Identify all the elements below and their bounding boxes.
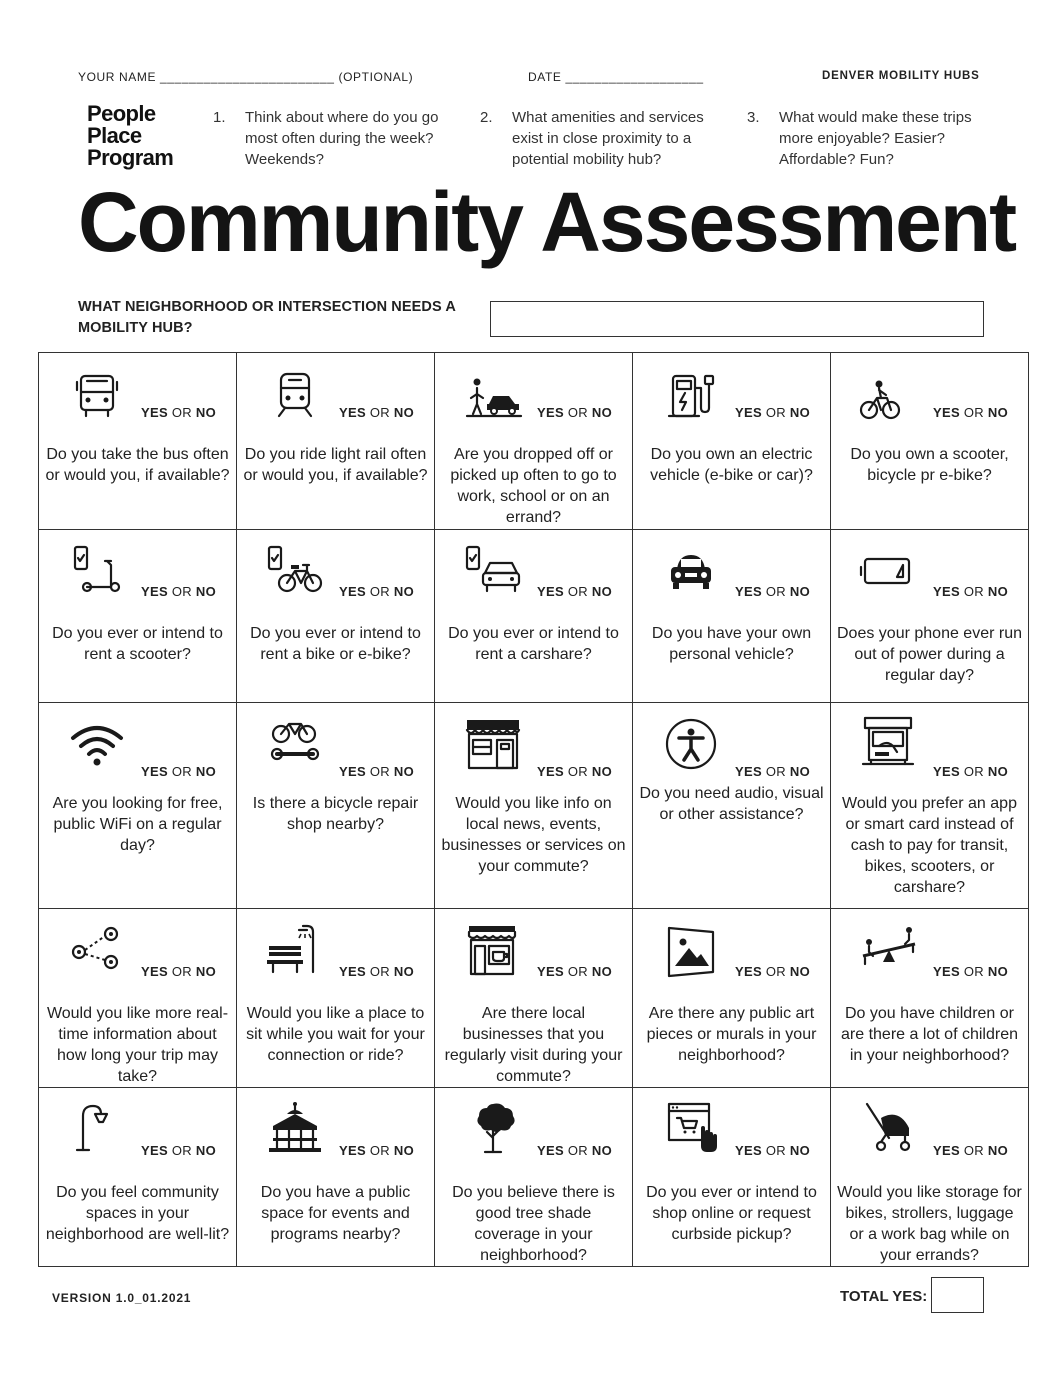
no-option[interactable]: NO	[393, 584, 414, 599]
yes-or-no-answer[interactable]	[933, 764, 1008, 779]
or-label: OR	[963, 964, 984, 979]
assessment-card	[435, 530, 633, 703]
seesaw-icon	[859, 922, 919, 978]
assessment-card	[39, 909, 237, 1088]
no-option[interactable]: NO	[393, 405, 414, 420]
card-question: Do you need audio, visual or other assistance?	[639, 785, 824, 823]
card-question: Do you ever or intend to shop online or request curbside pickup?	[646, 1184, 817, 1243]
yes-or-no-answer[interactable]	[141, 405, 216, 420]
bike-repair-icon	[265, 716, 325, 772]
card-question: Is there a bicycle repair shop nearby?	[252, 795, 419, 833]
no-option[interactable]: NO	[393, 764, 414, 779]
no-option[interactable]: NO	[789, 1143, 810, 1158]
or-label: OR	[369, 964, 390, 979]
yes-or-no-answer[interactable]	[339, 1143, 414, 1158]
assessment-card	[831, 703, 1029, 909]
total-yes-input[interactable]	[931, 1277, 984, 1313]
card-question: Do you have children or are there a lot of children in your neighborhood?	[841, 1005, 1018, 1064]
card-question: Do you believe there is good tree shade coverage in your neighborhood?	[452, 1184, 615, 1264]
no-option[interactable]: NO	[591, 964, 612, 979]
assessment-card	[39, 703, 237, 909]
gazebo-icon	[265, 1100, 325, 1156]
assessment-card	[435, 353, 633, 530]
yes-option[interactable]: YES	[141, 964, 168, 979]
card-question: Are you looking for free, public WiFi on a regular day?	[52, 795, 223, 854]
yes-option[interactable]: YES	[735, 405, 762, 420]
bus-icon	[67, 368, 127, 424]
no-option[interactable]: NO	[789, 405, 810, 420]
no-option[interactable]: NO	[195, 1143, 216, 1158]
yes-or-no-answer[interactable]	[141, 964, 216, 979]
no-option[interactable]: NO	[195, 405, 216, 420]
no-option[interactable]: NO	[789, 584, 810, 599]
no-option[interactable]: NO	[393, 964, 414, 979]
yes-option[interactable]: YES	[933, 1143, 960, 1158]
bench-lamp-icon	[265, 922, 325, 978]
assessment-card	[237, 353, 435, 530]
tree-icon	[463, 1100, 523, 1156]
low-battery-icon	[859, 543, 919, 599]
or-label: OR	[567, 584, 588, 599]
or-label: OR	[567, 964, 588, 979]
yes-option[interactable]: YES	[339, 1143, 366, 1158]
yes-option[interactable]: YES	[537, 964, 564, 979]
no-option[interactable]: NO	[591, 1143, 612, 1158]
yes-or-no-answer[interactable]	[537, 584, 612, 599]
or-label: OR	[567, 405, 588, 420]
assessment-card	[831, 1088, 1029, 1267]
no-option[interactable]: NO	[393, 1143, 414, 1158]
yes-option[interactable]: YES	[735, 1143, 762, 1158]
yes-option[interactable]: YES	[141, 764, 168, 779]
yes-or-no-answer[interactable]	[735, 405, 810, 420]
logo-line: Place	[87, 123, 142, 148]
grid-row	[39, 703, 1029, 909]
accessibility-icon	[661, 716, 721, 772]
yes-or-no-answer[interactable]	[141, 584, 216, 599]
or-label: OR	[369, 584, 390, 599]
assessment-card	[237, 909, 435, 1088]
name-field-line[interactable]: YOUR NAME ________________________ (OPTIONAL)	[78, 70, 414, 84]
or-label: OR	[963, 1143, 984, 1158]
yes-option[interactable]: YES	[141, 405, 168, 420]
yes-option[interactable]: YES	[735, 964, 762, 979]
yes-or-no-answer[interactable]	[933, 964, 1008, 979]
storefront-info-icon	[463, 716, 523, 772]
assessment-card	[633, 353, 831, 530]
assessment-card	[633, 530, 831, 703]
or-label: OR	[567, 1143, 588, 1158]
or-label: OR	[765, 764, 786, 779]
yes-option[interactable]: YES	[537, 764, 564, 779]
assessment-card	[435, 1088, 633, 1267]
assessment-grid	[38, 352, 1029, 1267]
yes-option[interactable]: YES	[933, 764, 960, 779]
assessment-card	[237, 703, 435, 909]
yes-option[interactable]: YES	[339, 405, 366, 420]
assessment-card	[237, 530, 435, 703]
card-question: Are there any public art pieces or murals in your neighborhood?	[646, 1005, 817, 1064]
total-yes-label: TOTAL YES:	[840, 1288, 928, 1305]
no-option[interactable]: NO	[789, 964, 810, 979]
no-option[interactable]: NO	[591, 405, 612, 420]
yes-or-no-answer[interactable]	[141, 764, 216, 779]
yes-option[interactable]: YES	[537, 405, 564, 420]
assessment-card	[39, 353, 237, 530]
assessment-card	[39, 530, 237, 703]
yes-or-no-answer[interactable]	[141, 1143, 216, 1158]
or-label: OR	[765, 405, 786, 420]
yes-option[interactable]: YES	[537, 1143, 564, 1158]
yes-or-no-answer[interactable]	[735, 964, 810, 979]
or-label: OR	[171, 1143, 192, 1158]
or-label: OR	[765, 964, 786, 979]
no-option[interactable]: NO	[987, 1143, 1008, 1158]
grid-row	[39, 1088, 1029, 1267]
or-label: OR	[369, 764, 390, 779]
bicycle-scooter-icon	[859, 368, 919, 424]
no-option[interactable]: NO	[195, 764, 216, 779]
card-question: Do you ever or intend to rent a scooter?	[52, 625, 223, 663]
yes-option[interactable]: YES	[735, 764, 762, 779]
card-question: Would you like more real-time information about how long your trip may take?	[46, 1005, 229, 1085]
light-rail-icon	[265, 368, 325, 424]
or-label: OR	[765, 584, 786, 599]
personal-car-icon	[661, 543, 721, 599]
card-question: Are there local businesses that you regularly visit during your commute?	[444, 1005, 623, 1085]
or-label: OR	[171, 964, 192, 979]
prompt-number: 2.	[480, 109, 493, 126]
yes-or-no-answer[interactable]	[537, 1143, 612, 1158]
yes-option[interactable]: YES	[141, 1143, 168, 1158]
or-label: OR	[963, 584, 984, 599]
no-option[interactable]: NO	[195, 964, 216, 979]
yes-or-no-answer[interactable]	[537, 764, 612, 779]
card-question: Do you own an electric vehicle (e-bike or car)?	[650, 446, 813, 484]
card-question: Do you have your own personal vehicle?	[651, 625, 812, 663]
yes-or-no-answer[interactable]	[735, 584, 810, 599]
bike-rental-icon	[265, 543, 325, 599]
yes-option[interactable]: YES	[141, 584, 168, 599]
card-question: Do you feel community spaces in your neighborhood are well-lit?	[45, 1184, 230, 1243]
card-question: Do you ride light rail often or would you, if available?	[243, 446, 428, 484]
carshare-icon	[463, 543, 523, 599]
card-question: Do you ever or intend to rent a bike or e-bike?	[250, 625, 421, 663]
or-label: OR	[171, 584, 192, 599]
wifi-icon	[67, 716, 127, 772]
cafe-shop-icon	[463, 922, 523, 978]
yes-or-no-answer[interactable]	[339, 764, 414, 779]
grid-row	[39, 353, 1029, 530]
assessment-card	[633, 703, 831, 909]
version-label: VERSION 1.0_01.2021	[52, 1291, 192, 1305]
art-frame-icon	[661, 922, 721, 978]
yes-or-no-answer[interactable]	[537, 964, 612, 979]
dropoff-pickup-icon	[463, 368, 523, 424]
online-shopping-icon	[661, 1100, 721, 1156]
assessment-card	[831, 353, 1029, 530]
logo-line: People	[87, 101, 156, 126]
card-question: Would you prefer an app or smart card instead of cash to pay for transit, bikes, scooters, or carshare?	[842, 795, 1017, 896]
prompt-text: Think about where do you go most often during the week? Weekends?	[245, 109, 439, 168]
card-question: Would you like a place to sit while you wait for your connection or ride?	[246, 1005, 425, 1064]
yes-option[interactable]: YES	[933, 584, 960, 599]
no-option[interactable]: NO	[591, 764, 612, 779]
yes-option[interactable]: YES	[339, 964, 366, 979]
no-option[interactable]: NO	[987, 964, 1008, 979]
page-title: Community Assessment	[78, 175, 1016, 269]
yes-or-no-answer[interactable]	[933, 1143, 1008, 1158]
grid-row	[39, 530, 1029, 703]
neighborhood-input[interactable]	[490, 301, 984, 337]
yes-option[interactable]: YES	[735, 584, 762, 599]
or-label: OR	[567, 764, 588, 779]
yes-option[interactable]: YES	[933, 405, 960, 420]
ev-charger-icon	[661, 368, 721, 424]
assessment-card	[831, 909, 1029, 1088]
or-label: OR	[369, 405, 390, 420]
card-question: Do you ever or intend to rent a carshare?	[448, 625, 619, 663]
or-label: OR	[963, 764, 984, 779]
no-option[interactable]: NO	[789, 764, 810, 779]
scooter-rental-icon	[67, 543, 127, 599]
yes-or-no-answer[interactable]	[339, 964, 414, 979]
prompt-number: 1.	[213, 109, 226, 126]
or-label: OR	[171, 764, 192, 779]
no-option[interactable]: NO	[987, 584, 1008, 599]
no-option[interactable]: NO	[987, 764, 1008, 779]
assessment-card	[39, 1088, 237, 1267]
prompt-number: 3.	[747, 109, 760, 126]
route-pins-icon	[67, 922, 127, 978]
stroller-icon	[859, 1100, 919, 1156]
assessment-card	[435, 909, 633, 1088]
yes-or-no-answer[interactable]	[933, 405, 1008, 420]
yes-or-no-answer[interactable]	[537, 405, 612, 420]
yes-option[interactable]: YES	[537, 584, 564, 599]
date-field-line[interactable]: DATE ___________________	[528, 70, 704, 84]
yes-option[interactable]: YES	[933, 964, 960, 979]
or-label: OR	[765, 1143, 786, 1158]
assessment-card	[237, 1088, 435, 1267]
card-question: Are you dropped off or picked up often to go to work, school or on an errand?	[450, 446, 617, 526]
yes-option[interactable]: YES	[339, 764, 366, 779]
prompt-text: What would make these trips more enjoyable? Easier? Affordable? Fun?	[779, 109, 972, 168]
card-question: Do you have a public space for events and programs nearby?	[260, 1184, 411, 1243]
no-option[interactable]: NO	[195, 584, 216, 599]
neighborhood-question: WHAT NEIGHBORHOOD OR INTERSECTION NEEDS A MOBILITY HUB?	[78, 299, 456, 336]
yes-or-no-answer[interactable]	[339, 405, 414, 420]
yes-option[interactable]: YES	[339, 584, 366, 599]
street-lamp-icon	[67, 1100, 127, 1156]
people-place-program-logo	[87, 103, 173, 169]
transit-shelter-icon	[859, 716, 919, 772]
card-question: Would you like storage for bikes, strollers, luggage or a work bag while on your errands?	[837, 1184, 1022, 1264]
card-question: Do you own a scooter, bicycle pr e-bike?	[850, 446, 1009, 484]
assessment-card	[831, 530, 1029, 703]
or-label: OR	[963, 405, 984, 420]
assessment-card	[435, 703, 633, 909]
or-label: OR	[369, 1143, 390, 1158]
assessment-card	[633, 909, 831, 1088]
prompt-text: What amenities and services exist in close proximity to a potential mobility hub?	[512, 109, 704, 168]
brand-label: DENVER MOBILITY HUBS	[822, 70, 980, 82]
grid-row	[39, 909, 1029, 1088]
yes-or-no-answer[interactable]	[735, 764, 810, 779]
assessment-card	[633, 1088, 831, 1267]
yes-or-no-answer[interactable]	[735, 1143, 810, 1158]
card-question: Does your phone ever run out of power during a regular day?	[837, 625, 1022, 684]
card-question: Do you take the bus often or would you, if available?	[45, 446, 230, 484]
yes-or-no-answer[interactable]	[933, 584, 1008, 599]
no-option[interactable]: NO	[987, 405, 1008, 420]
card-question: Would you like info on local news, events, businesses or services on your commute?	[441, 795, 626, 875]
or-label: OR	[171, 405, 192, 420]
no-option[interactable]: NO	[591, 584, 612, 599]
logo-line: Program	[87, 145, 174, 170]
yes-or-no-answer[interactable]	[339, 584, 414, 599]
